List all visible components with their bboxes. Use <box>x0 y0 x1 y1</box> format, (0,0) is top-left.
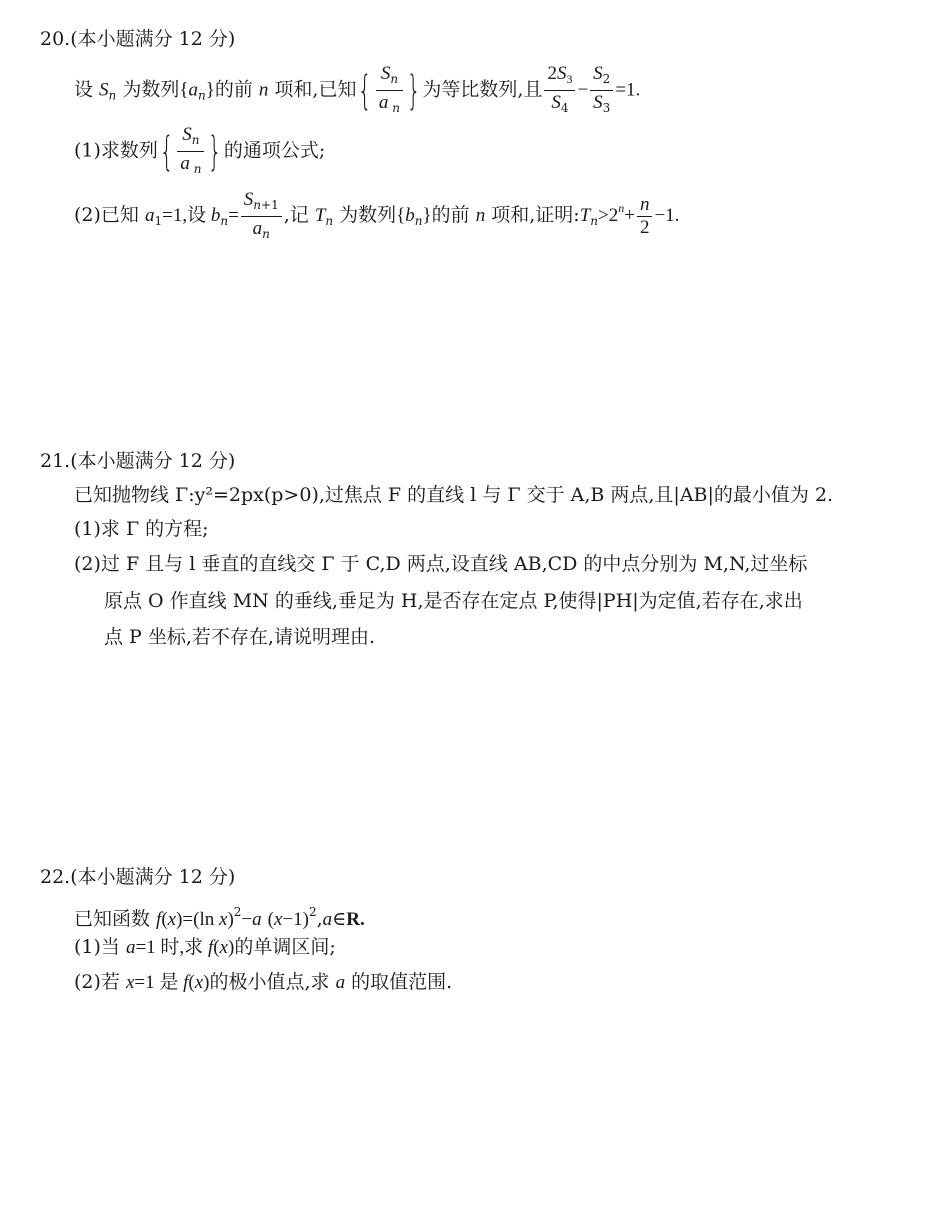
problem-22-part-1: (1)当 a=1 时,求 f(x)的单调区间; <box>74 936 336 958</box>
problem-21-statement: 已知抛物线 Γ:y²=2px(p>0),过焦点 F 的直线 l 与 Γ 交于 A,B 两点,且|AB|的最小值为 2. <box>74 484 834 506</box>
problem-22-statement: 已知函数 f(x)=(ln x)$^2$−a $(x-1)^2,a\in R$. <box>74 905 365 930</box>
problem-21-part-2-line-1: (2)过 F 且与 l 垂直的直线交 Γ 于 C,D 两点,设直线 AB,CD 的中点分别为 M,N,过坐标 <box>74 553 808 575</box>
problem-21-heading: 21.(本小题满分 12 分) <box>40 450 236 472</box>
problem-20-heading: 20.(本小题满分 12 分) <box>40 28 236 50</box>
problem-21-part-2-line-3: 点 P 坐标,若不存在,请说明理由. <box>104 626 375 648</box>
problem-20-part-1: (1)求数列{ $\frac{S_n}{a _n}$ }的通项公式; <box>74 124 326 176</box>
problem-21-part-1: (1)求 Γ 的方程; <box>74 518 209 540</box>
problem-21-part-2-line-2: 原点 O 作直线 MN 的垂线,垂足为 H,是否存在定点 P,使得|PH|为定值,若存在,求出 <box>104 590 803 612</box>
problem-20-part-2: (2)已知 $a_1=1$,设 $b_n=$ $\frac{S_{n+1}}{a_n}$ ,记 $T_n$ 为数列$\{b_n\}$的前 n 项和,证明$:T_n>2^n+$ $\frac{n}{2}$ −1. <box>74 188 680 241</box>
problem-20-statement: 设 $S_n$ 为数列$\{a_n\}$的前 n 项和,已知{ $\frac{S_n}{a _n}$ }为等比数列,且 $\frac{2S_3}{S_4}$ − $\frac{S_2}{S_3}$ =1. <box>74 62 641 115</box>
problem-22-heading: 22.(本小题满分 12 分) <box>40 866 236 888</box>
problem-22-part-2: (2)若 x=1 是 f(x)的极小值点,求 a 的取值范围. <box>74 971 453 993</box>
